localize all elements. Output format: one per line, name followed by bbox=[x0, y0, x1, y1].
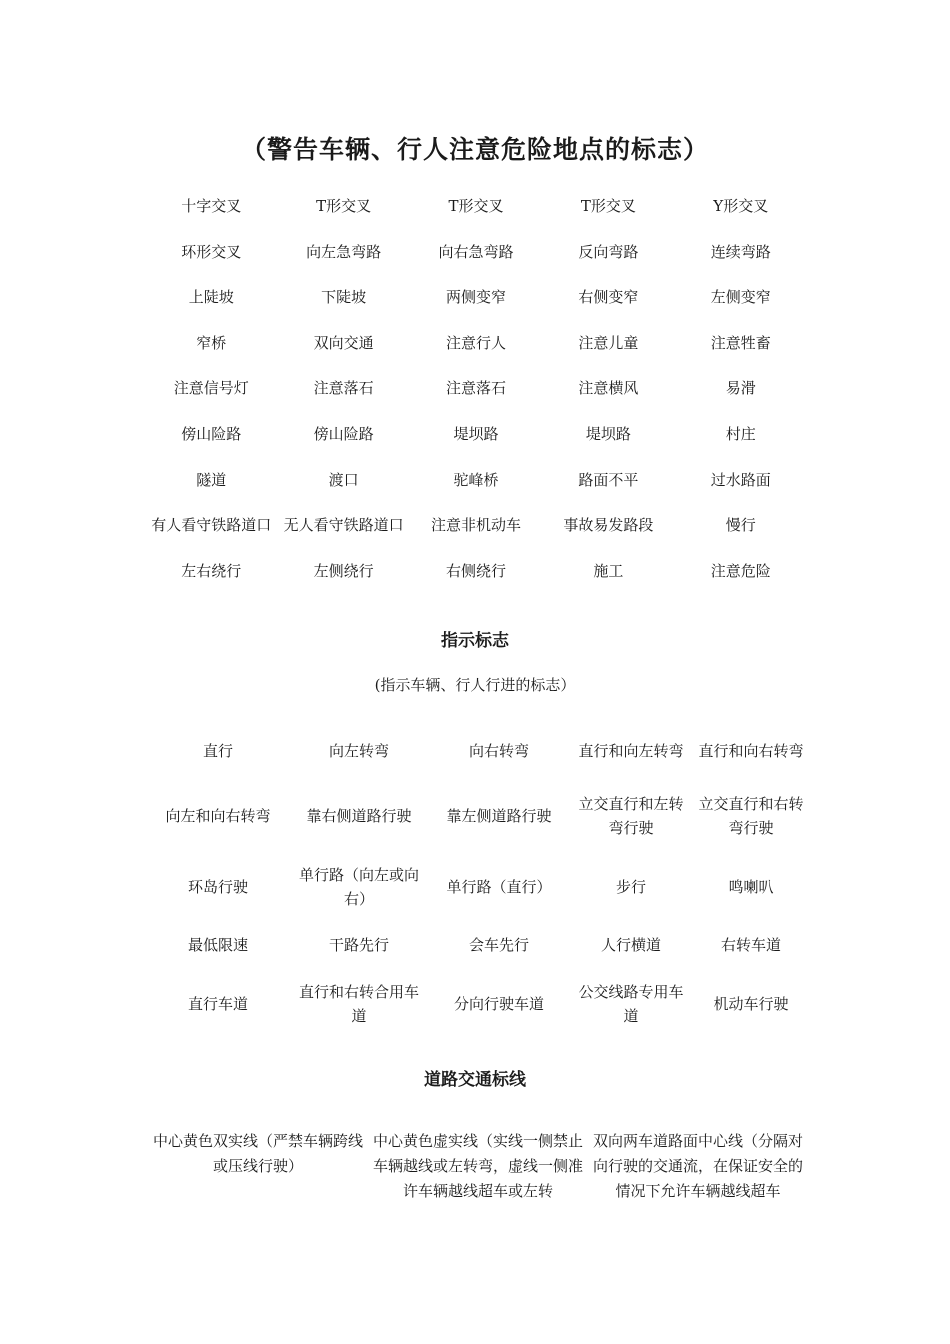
warning-sign-label: 路面不平 bbox=[578, 470, 639, 489]
warning-sign-label: 双向交通 bbox=[313, 333, 374, 352]
indication-sign-label: 单行路（向左或向右） bbox=[298, 866, 419, 908]
indication-signs-title: 指示标志 bbox=[441, 631, 509, 651]
warning-sign-label: 堤坝路 bbox=[585, 424, 631, 443]
indication-sign-label: 直行 bbox=[202, 742, 233, 760]
indication-sign-label: 分向行驶车道 bbox=[453, 995, 544, 1013]
warning-sign-label: 左侧变窄 bbox=[710, 288, 771, 307]
indication-sign-label: 向右转弯 bbox=[468, 742, 529, 760]
warning-sign-label: 傍山险路 bbox=[313, 424, 374, 443]
warning-sign-label: 注意信号灯 bbox=[173, 379, 249, 398]
indication-sign-label: 最低限速 bbox=[187, 936, 248, 954]
warning-sign-label: T形交叉 bbox=[448, 197, 504, 215]
warning-sign-label: 窄桥 bbox=[196, 333, 227, 352]
indication-sign-label: 直行和向右转弯 bbox=[698, 742, 804, 760]
warning-sign-label: 环形交叉 bbox=[181, 242, 242, 261]
warning-sign-label: 注意行人 bbox=[445, 333, 506, 352]
indication-sign-label: 右转车道 bbox=[720, 936, 781, 954]
warning-sign-label: 隧道 bbox=[196, 470, 227, 489]
warning-signs-title: （警告车辆、行人注意危险地点的标志） bbox=[240, 135, 709, 164]
warning-sign-label: 有人看守铁路道口 bbox=[151, 516, 272, 535]
warning-signs-grid bbox=[145, 189, 807, 599]
warning-sign-label: 注意非机动车 bbox=[430, 516, 521, 535]
indication-sign-label: 直行和向左转弯 bbox=[578, 742, 684, 760]
warning-sign-label: 向左急弯路 bbox=[306, 242, 382, 261]
indication-sign-label: 机动车行驶 bbox=[713, 995, 789, 1013]
warning-sign-label: 注意牲畜 bbox=[710, 333, 771, 352]
indication-sign-label: 公交线路专用车道 bbox=[578, 983, 684, 1025]
warning-sign-label: 过水路面 bbox=[710, 470, 771, 489]
indication-sign-label: 单行路（直行） bbox=[446, 878, 552, 896]
warning-sign-label: 无人看守铁路道口 bbox=[283, 516, 404, 535]
warning-sign-label: 右侧绕行 bbox=[445, 561, 506, 580]
warning-sign-label: 易滑 bbox=[725, 379, 756, 398]
warning-sign-label: 施工 bbox=[593, 561, 624, 580]
warning-sign-label: 两侧变窄 bbox=[445, 288, 506, 307]
warning-sign-label: 注意横风 bbox=[578, 379, 639, 398]
indication-sign-label: 向左转弯 bbox=[328, 742, 389, 760]
road-markings-row bbox=[148, 1129, 808, 1204]
road-marking-description: 中心黄色双实线（严禁车辆跨线或压线行驶） bbox=[152, 1132, 363, 1175]
warning-sign-label: 左侧绕行 bbox=[313, 561, 374, 580]
warning-sign-label: T形交叉 bbox=[316, 197, 372, 215]
warning-sign-label: 注意危险 bbox=[710, 561, 771, 580]
warning-sign-label: 反向弯路 bbox=[578, 242, 639, 261]
indication-sign-label: 干路先行 bbox=[328, 936, 389, 954]
indication-sign-label: 向左和向右转弯 bbox=[165, 807, 271, 825]
warning-sign-label: 连续弯路 bbox=[710, 242, 771, 261]
indication-sign-label: 直行车道 bbox=[187, 995, 248, 1013]
warning-sign-label: 下陡坡 bbox=[321, 288, 367, 307]
warning-sign-label: 向右急弯路 bbox=[438, 242, 514, 261]
indication-sign-label: 人行横道 bbox=[600, 936, 661, 954]
road-marking-description: 中心黄色虚实线（实线一侧禁止车辆越线或左转弯，虚线一侧准许车辆越线超车或左转 bbox=[372, 1132, 583, 1200]
warning-sign-label: 注意儿童 bbox=[578, 333, 639, 352]
indication-signs-subtitle: (指示车辆、行人行进的标志） bbox=[374, 676, 576, 694]
warning-sign-label: 渡口 bbox=[328, 470, 359, 489]
road-markings-title: 道路交通标线 bbox=[424, 1070, 526, 1090]
indication-sign-label: 直行和右转合用车道 bbox=[298, 983, 419, 1025]
indication-sign-label: 立交直行和右转弯行驶 bbox=[698, 795, 804, 837]
warning-sign-label: 上陡坡 bbox=[188, 288, 234, 307]
warning-sign-label: 驼峰桥 bbox=[453, 470, 499, 489]
indication-sign-label: 靠左侧道路行驶 bbox=[446, 807, 552, 825]
warning-sign-label: 村庄 bbox=[725, 424, 756, 443]
indication-sign-label: 立交直行和左转弯行驶 bbox=[578, 795, 684, 837]
warning-sign-label: 傍山险路 bbox=[181, 424, 242, 443]
indication-sign-label: 步行 bbox=[615, 878, 646, 896]
warning-sign-label: 注意落石 bbox=[445, 379, 506, 398]
warning-sign-label: 堤坝路 bbox=[453, 424, 499, 443]
indication-sign-label: 会车先行 bbox=[468, 936, 529, 954]
road-marking-description: 双向两车道路面中心线（分隔对向行驶的交通流，在保证安全的情况下允许车辆越线超车 bbox=[592, 1132, 803, 1200]
warning-sign-label: 十字交叉 bbox=[181, 197, 242, 215]
warning-sign-label: 注意落石 bbox=[313, 379, 374, 398]
warning-sign-label: 左右绕行 bbox=[181, 561, 242, 580]
warning-sign-label: 事故易发路段 bbox=[563, 516, 654, 535]
indication-sign-label: 靠右侧道路行驶 bbox=[306, 807, 412, 825]
indication-signs-grid bbox=[148, 722, 808, 1040]
warning-sign-label: 慢行 bbox=[725, 516, 756, 535]
indication-sign-label: 环岛行驶 bbox=[187, 878, 248, 896]
warning-sign-label: 右侧变窄 bbox=[578, 288, 639, 307]
warning-sign-label: Y形交叉 bbox=[713, 197, 769, 215]
indication-sign-label: 鸣喇叭 bbox=[728, 878, 774, 896]
warning-sign-label: T形交叉 bbox=[580, 197, 636, 215]
